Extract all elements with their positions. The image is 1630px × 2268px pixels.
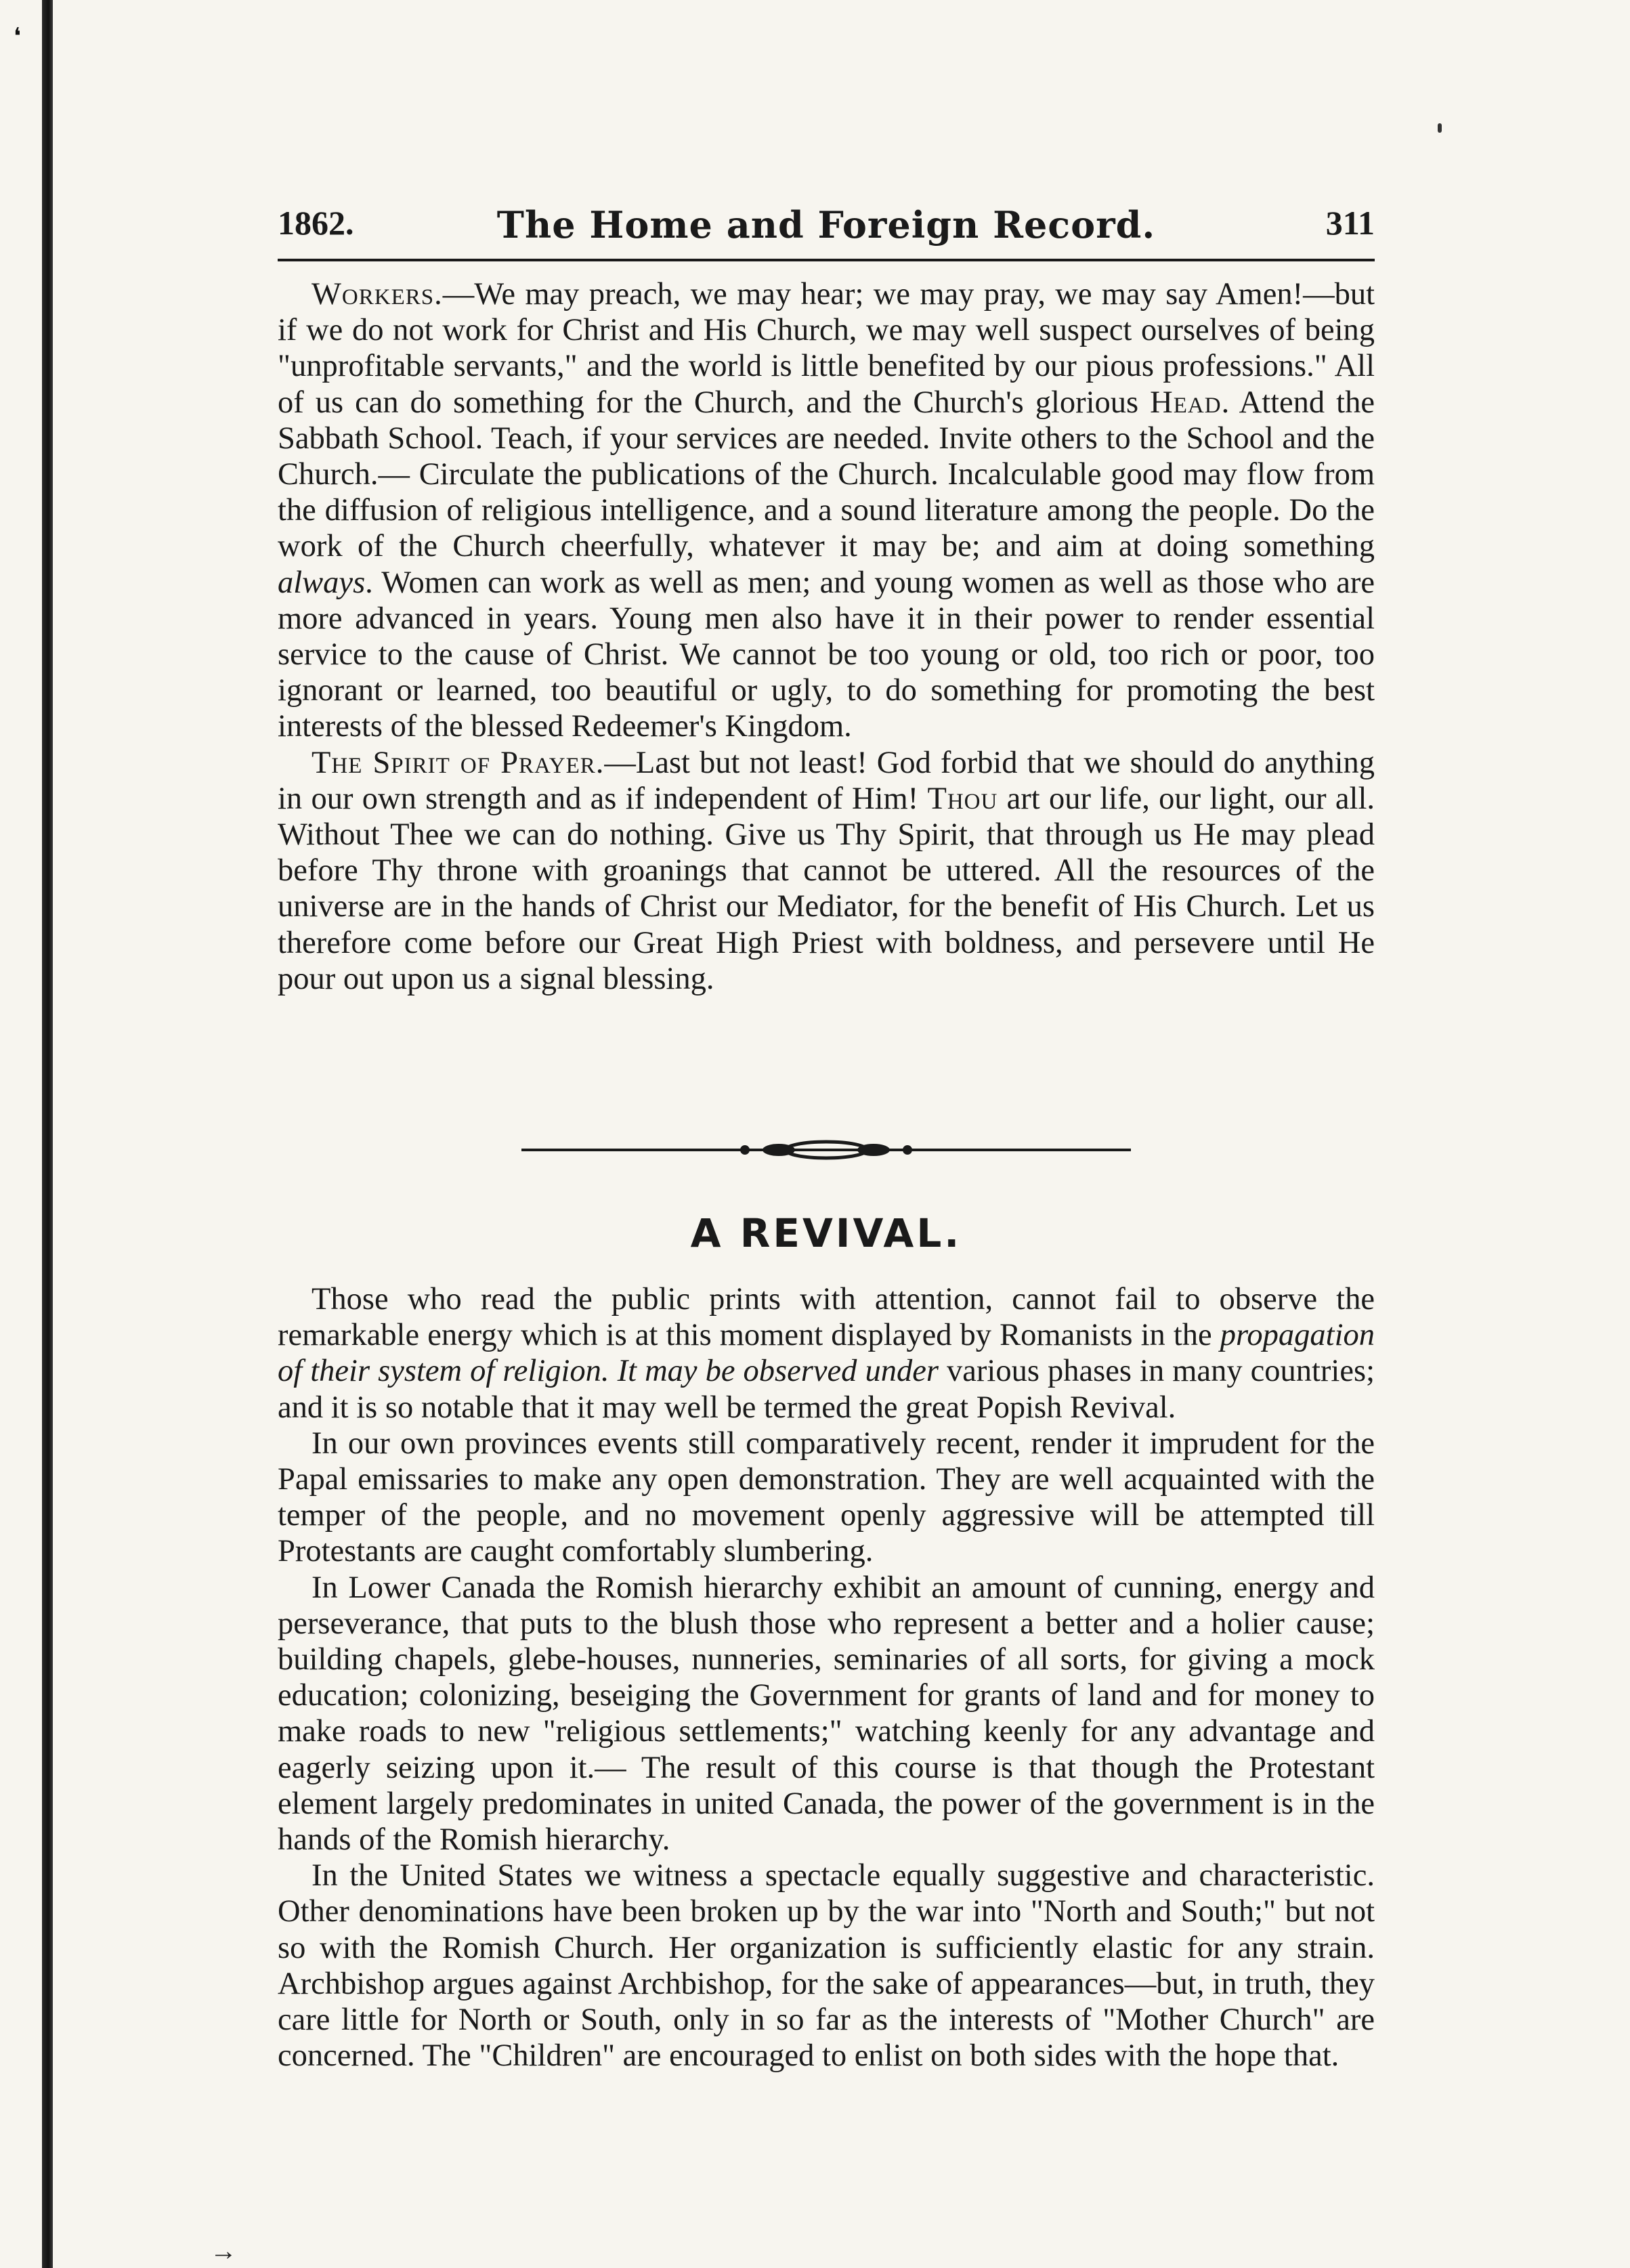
binding-mark-icon: ❛ bbox=[14, 24, 21, 49]
journal-title: The Home and Foreign Record. bbox=[496, 203, 1156, 247]
header-year: 1862. bbox=[278, 204, 354, 242]
binding-edge bbox=[42, 0, 53, 2268]
thou-word: Thou bbox=[927, 781, 998, 816]
article-paragraph: In our own provinces events still comparatively recent, render it imprudent for the Papal emissaries to make any open demonstration. They are well acquainted with the temper of the people, and no movement openly aggressive will be attempted till Protestants are caught comfortably slumbering. bbox=[278, 1426, 1375, 1569]
article-title: A REVIVAL. bbox=[690, 1210, 962, 1256]
section-divider-ornament-icon bbox=[521, 1130, 1131, 1170]
margin-scratch-icon: → bbox=[210, 2235, 237, 2266]
ink-speck bbox=[1438, 123, 1442, 133]
continued-article bbox=[278, 276, 1375, 997]
workers-paragraph: Workers.—We may preach, we may hear; we may pray, we may say Amen!—but if we do not work for Christ and His Church, we may well suspect ourselves of being "unprofitable servants," and the world is little benefited by our pious professions." All of us can do something for the Church, and the Church's glorious Head. Attend the Sabbath School. Teach, if your services are needed. Invite others to the School and the Church.— Circulate the publications of the Church. Incalculable good may flow from the diffusion of religious intelligence, and a sound literature among the people. Do the work of the Church cheerfully, whatever it may be; and aim at doing something always. Women can work as well as men; and young women as well as those who are more advanced in years. Young men also have it in their power to render essential service to the cause of Christ. We cannot be too young or old, too rich or poor, too ignorant or learned, too beautiful or ugly, to do something for promoting the best interests of the blessed Redeemer's Kingdom. bbox=[278, 277, 1375, 744]
prayer-paragraph: The Spirit of Prayer.—Last but not least! God forbid that we should do anything in our own strength and as if independent of Him! Thou art our life, our light, our all. Without Thee we can do nothing. Give us Thy Spirit, that through us He may plead before Thy throne with groanings that cannot be uttered. All the resources of the universe are in the hands of Christ our Mediator, for the benefit of His Church. Let us therefore come before our Great High Priest with boldness, and persevere until He pour out upon us a signal blessing. bbox=[278, 745, 1375, 996]
head-word: Head bbox=[1150, 385, 1222, 420]
article-paragraph: In Lower Canada the Romish hierarchy exhibit an amount of cunning, energy and perseverance, that puts to the blush those who represent a better and a holier cause; building chapels, glebe-houses, nunneries, seminaries of all sorts, for giving a mock education; colonizing, beseiging the Government for grants of land and for money to make roads to new "religious settlements;" watching keenly for any advantage and eagerly seizing upon it.— The result of this course is that though the Protestant element largely predominates in united Canada, the power of the government is in the hands of the Romish hierarchy. bbox=[278, 1570, 1375, 1858]
page-number: 311 bbox=[1325, 204, 1375, 242]
article-paragraph: In the United States we witness a spectacle equally suggestive and characteristic. Other denominations have been broken up by the war into "North and South;" but not so with the Romish Church. Her organization is sufficiently elastic for any strain. Archbishop argues against Archbishop, for the sake of appearances—but, in truth, they care little for North or South, only in so far as the interests of "Mother Church" are concerned. The "Children" are encouraged to enlist on both sides with the hope that. bbox=[278, 1858, 1375, 2074]
prayer-heading: The Spirit of Prayer. bbox=[312, 745, 605, 780]
revival-article bbox=[278, 1281, 1375, 2074]
running-header bbox=[278, 203, 1375, 264]
article-paragraph: Those who read the public prints with attention, cannot fail to observe the remarkable energy which is at this moment displayed by Romanists in the propagation of their system of religion. It may be observed under various phases in many countries; and it is so notable that it may well be termed the great Popish Revival. bbox=[278, 1282, 1375, 1425]
header-rule bbox=[278, 259, 1375, 261]
always-word: always bbox=[278, 565, 366, 600]
workers-heading: Workers. bbox=[312, 277, 443, 312]
